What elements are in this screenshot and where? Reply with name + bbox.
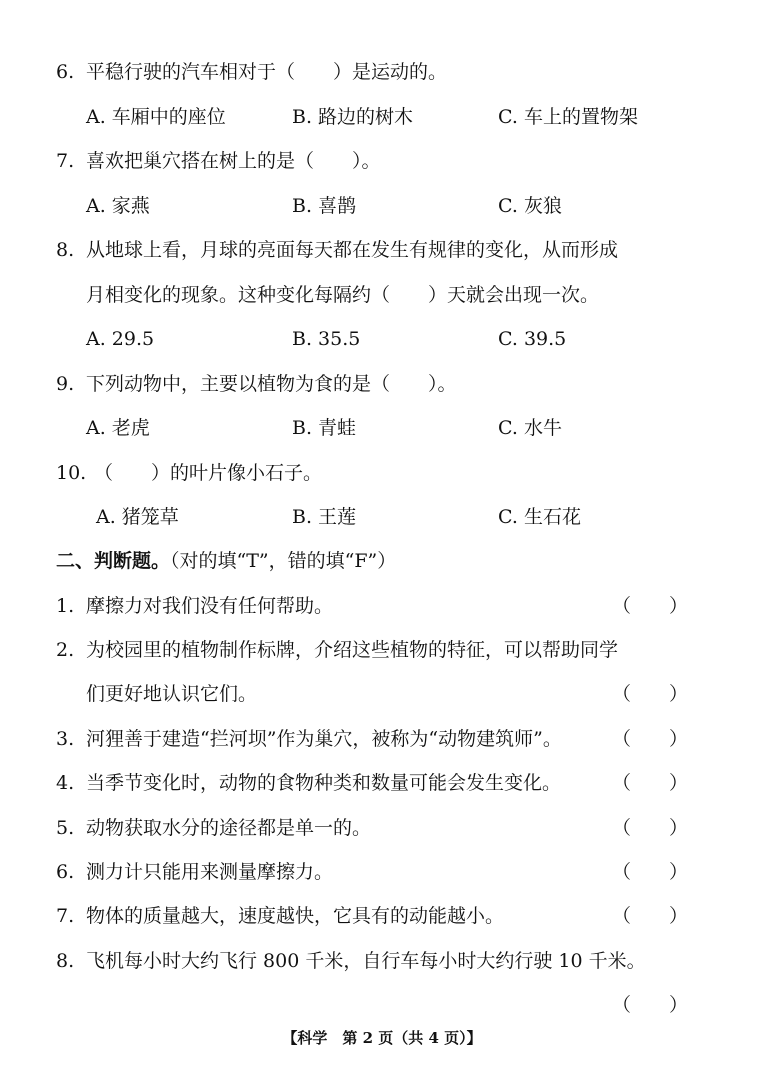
answer-blank[interactable]: （ ） <box>612 772 689 794</box>
question-number: 10. <box>56 462 87 484</box>
item-text: 飞机每小时大约飞行 800 千米，自行车每小时大约行驶 10 千米。 <box>86 950 646 972</box>
question-stem: （ ）的叶片像小石子。 <box>94 462 323 484</box>
answer-blank[interactable]: （ ） <box>612 683 689 705</box>
item-number: 3. <box>56 728 75 750</box>
item-text: 当季节变化时，动物的食物种类和数量可能会发生变化。 <box>86 772 562 794</box>
item-number: 6. <box>56 861 75 883</box>
option-c: C. 39.5 <box>498 328 567 350</box>
option-a: A. 老虎 <box>86 417 150 439</box>
question-stem: 平稳行驶的汽车相对于（ ）是运动的。 <box>86 61 448 83</box>
option-c: C. 水牛 <box>498 417 562 439</box>
item-number: 5. <box>56 817 75 839</box>
answer-blank[interactable]: （ ） <box>612 728 689 750</box>
item-text: 测力计只能用来测量摩擦力。 <box>86 861 334 883</box>
item-text-continued: 们更好地认识它们。 <box>86 683 258 705</box>
question-number: 8. <box>56 239 75 261</box>
question-number: 7. <box>56 150 75 172</box>
option-c: C. 车上的置物架 <box>498 106 638 128</box>
section-heading <box>56 549 396 573</box>
question-number: 9. <box>56 373 75 395</box>
answer-blank[interactable]: （ ） <box>612 905 689 927</box>
question-stem-continued: 月相变化的现象。这种变化每隔约（ ）天就会出现一次。 <box>86 284 600 306</box>
option-b: B. 青蛙 <box>292 417 357 439</box>
question-stem: 喜欢把巢穴搭在树上的是（ ）。 <box>86 150 381 172</box>
answer-blank[interactable]: （ ） <box>612 595 689 617</box>
item-text: 河狸善于建造“拦河坝”作为巢穴，被称为“动物建筑师”。 <box>86 728 562 750</box>
item-number: 2. <box>56 639 75 661</box>
section-instruction: （对的填“T”，错的填“F”） <box>170 550 397 572</box>
option-a: A. 家燕 <box>86 195 150 217</box>
item-number: 1. <box>56 595 75 617</box>
question-stem: 下列动物中，主要以植物为食的是（ ）。 <box>86 373 457 395</box>
item-text: 物体的质量越大，速度越快，它具有的动能越小。 <box>86 905 505 927</box>
item-number: 8. <box>56 950 75 972</box>
option-c: C. 生石花 <box>498 506 581 528</box>
option-b: B. 路边的树木 <box>292 106 414 128</box>
option-a: A. 猪笼草 <box>96 506 179 528</box>
option-a: A. 车厢中的座位 <box>86 106 226 128</box>
answer-blank[interactable]: （ ） <box>612 994 689 1016</box>
answer-blank[interactable]: （ ） <box>612 817 689 839</box>
option-a: A. 29.5 <box>86 328 155 350</box>
question-number: 6. <box>56 61 75 83</box>
option-c: C. 灰狼 <box>498 195 562 217</box>
page-footer: 【科学 第 2 页（共 4 页）】 <box>282 1029 482 1047</box>
question-stem: 从地球上看，月球的亮面每天都在发生有规律的变化，从而形成 <box>86 239 619 261</box>
section-title: 二、判断题。 <box>56 550 171 572</box>
item-text: 为校园里的植物制作标牌，介绍这些植物的特征，可以帮助同学 <box>86 639 619 661</box>
option-b: B. 喜鹊 <box>292 195 357 217</box>
answer-blank[interactable]: （ ） <box>612 861 689 883</box>
option-b: B. 35.5 <box>292 328 361 350</box>
option-b: B. 王莲 <box>292 506 357 528</box>
item-number: 7. <box>56 905 75 927</box>
item-number: 4. <box>56 772 75 794</box>
item-text: 动物获取水分的途径都是单一的。 <box>86 817 372 839</box>
item-text: 摩擦力对我们没有任何帮助。 <box>86 595 334 617</box>
